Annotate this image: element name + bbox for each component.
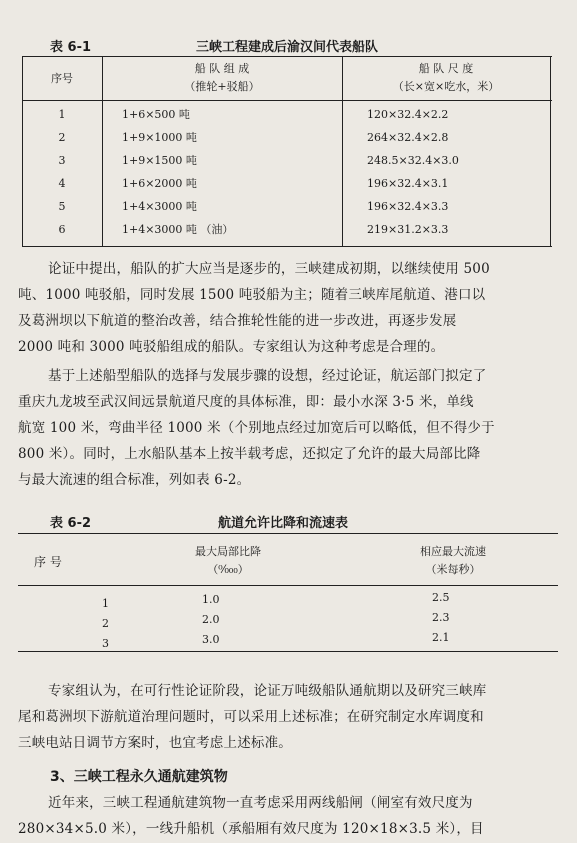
paragraph-2-line-1: 基于上述船型船队的选择与发展步骤的设想，经过论证，航运部门拟定了 bbox=[48, 368, 487, 384]
table1-cell-size: 120×32.4×2.2 bbox=[367, 108, 449, 121]
table1-header-seq: 序号 bbox=[51, 72, 73, 85]
table1-cell-seq: 3 bbox=[58, 154, 66, 167]
table2-cell-slope: 3.0 bbox=[202, 633, 220, 646]
table1-cell-seq: 1 bbox=[58, 108, 66, 121]
table1-cell-size: 196×32.4×3.1 bbox=[367, 177, 449, 190]
table1-cell-fleet: 1+6×2000 吨 bbox=[122, 177, 197, 190]
table1-cell-seq: 5 bbox=[58, 200, 66, 213]
table2-header-speed-sub: （米每秒） bbox=[425, 563, 481, 576]
table1-cell-size: 264×32.4×2.8 bbox=[367, 131, 449, 144]
table1-cell-fleet: 1+6×500 吨 bbox=[122, 108, 190, 121]
paragraph-2-line-5: 与最大流速的组合标准，列如表 6-2。 bbox=[18, 472, 251, 488]
paragraph-2-line-3: 航宽 100 米，弯曲半径 1000 米（个别地点经过加宽后可以略低，但不得少于 bbox=[18, 420, 495, 436]
table2-header-speed: 相应最大流速 bbox=[420, 545, 486, 558]
table1-cell-fleet: 1+9×1500 吨 bbox=[122, 154, 197, 167]
table1-cell-seq: 4 bbox=[58, 177, 66, 190]
table2-cell-seq: 2 bbox=[102, 617, 109, 630]
table2-cell-speed: 2.3 bbox=[432, 611, 450, 624]
table1-cell-seq: 2 bbox=[58, 131, 66, 144]
table2-header-slope-unit: （⁰⁄₀₀₀） bbox=[207, 563, 249, 576]
table1-cell-seq: 6 bbox=[58, 223, 66, 236]
table1-header-size-sub: （长×宽×吃水，米） bbox=[392, 80, 500, 93]
table1-cell-size: 196×32.4×3.3 bbox=[367, 200, 449, 213]
table1-label: 表 6-1 bbox=[50, 40, 92, 55]
table2-cell-speed: 2.1 bbox=[432, 631, 450, 644]
paragraph-1-line-2: 吨、1000 吨驳船，同时发展 1500 吨驳船为主；随着三峡库尾航道、港口以 bbox=[18, 287, 486, 303]
paragraph-2-line-2: 重庆九龙坡至武汉间远景航道尺度的具体标准，即：最小水深 3·5 米，单线 bbox=[18, 394, 474, 410]
table1-header-fleet-sub: （推轮+驳船） bbox=[184, 80, 260, 93]
paragraph-1-line-4: 2000 吨和 3000 吨驳船组成的船队。专家组认为这种考虑是合理的。 bbox=[18, 339, 445, 355]
paragraph-2-line-4: 800 米）。同时，上水船队基本上按半载考虑，还拟定了允许的最大局部比降 bbox=[18, 446, 481, 462]
table2-header-slope: 最大局部比降 bbox=[195, 545, 261, 558]
paragraph-3-line-1: 专家组认为，在可行性论证阶段，论证万吨级船队通航期以及研究三峡库 bbox=[48, 683, 487, 699]
table1-cell-fleet: 1+4×3000 吨 （油） bbox=[122, 223, 234, 236]
table2-cell-slope: 1.0 bbox=[202, 593, 220, 606]
table1-title: 三峡工程建成后渝汉间代表船队 bbox=[196, 40, 379, 55]
table1-cell-fleet: 1+9×1000 吨 bbox=[122, 131, 197, 144]
table1-header-fleet: 船 队 组 成 bbox=[194, 62, 250, 75]
table1 bbox=[22, 56, 552, 248]
table2-cell-seq: 3 bbox=[102, 637, 109, 650]
table2-title: 航道允许比降和流速表 bbox=[218, 516, 349, 531]
paragraph-4-line-1: 近年来，三峡工程通航建筑物一直考虑采用两线船闸（闸室有效尺度为 bbox=[48, 795, 473, 811]
paragraph-1-line-3: 及葛洲坝以下航道的整治改善，结合推轮性能的进一步改进，再逐步发展 bbox=[18, 313, 457, 329]
table1-header-size: 船 队 尺 度 bbox=[418, 62, 474, 75]
paragraph-3-line-3: 三峡电站日调节方案时，也宜考虑上述标准。 bbox=[18, 735, 292, 751]
table2-label: 表 6-2 bbox=[50, 516, 92, 531]
table1-cell-fleet: 1+4×3000 吨 bbox=[122, 200, 197, 213]
table2-header-seq: 序 号 bbox=[34, 555, 62, 569]
paragraph-3-line-2: 尾和葛洲坝下游航道治理问题时，可以采用上述标准；在研究制定水库调度和 bbox=[18, 709, 484, 725]
table2 bbox=[18, 533, 558, 653]
table2-cell-seq: 1 bbox=[102, 597, 109, 610]
table2-cell-speed: 2.5 bbox=[432, 591, 450, 604]
paragraph-4-line-2: 280×34×5.0 米），一线升船机（承船厢有效尺度为 120×18×3.5 米），目 bbox=[18, 821, 484, 837]
paragraph-1-line-1: 论证中提出，船队的扩大应当是逐步的，三峡建成初期，以继续使用 500 bbox=[48, 261, 490, 277]
section-3-heading: 3、三峡工程永久通航建筑物 bbox=[50, 769, 228, 785]
table1-cell-size: 219×31.2×3.3 bbox=[367, 223, 449, 236]
table1-cell-size: 248.5×32.4×3.0 bbox=[367, 154, 459, 167]
table2-cell-slope: 2.0 bbox=[202, 613, 220, 626]
